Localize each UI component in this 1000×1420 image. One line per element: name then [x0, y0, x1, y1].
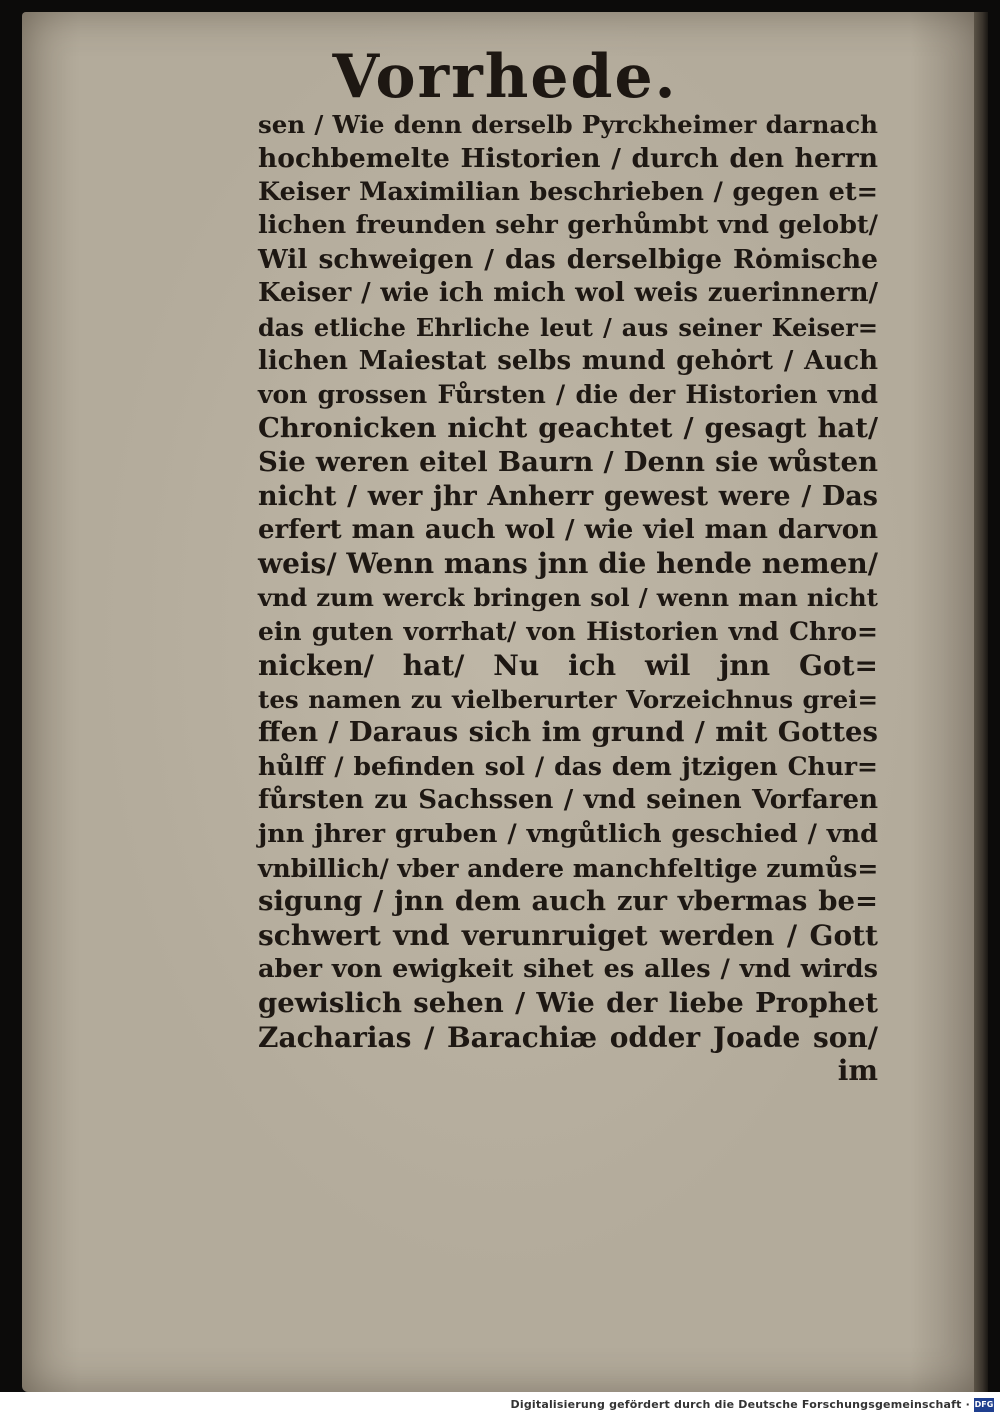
text-line: schwert vnd verunruiget werden / Gott	[258, 919, 878, 953]
text-line: hůlff / befinden sol / das dem jtzigen Chur=	[258, 752, 878, 782]
text-line: vnbillich/ vber andere manchfeltige zumůs=	[258, 853, 879, 883]
text-line: Sie weren eitel Baurn / Denn sie wůsten	[258, 445, 878, 478]
text-line: nicht / wer jhr Anherr gewest were / Das	[258, 480, 878, 512]
funding-note: Digitalisierung gefördert durch die Deutsche Forschungsgemeinschaft ·	[510, 1398, 970, 1411]
text-line: ffen / Daraus sich im grund / mit Gottes	[258, 716, 878, 749]
text-line: das etliche Ehrliche leut / aus seiner Keiser=	[258, 312, 878, 342]
text-line: Keiser / wie ich mich wol weis zuerinnern/	[258, 277, 878, 308]
text-line: lichen Maiestat selbs mund gehȯrt / Auch	[258, 345, 878, 376]
book-page	[22, 12, 988, 1392]
text-line: hochbemelte Historien / durch den herrn	[258, 142, 878, 174]
text-line: jnn jhrer gruben / vngůtlich geschied / vnd	[258, 818, 878, 849]
text-line: Chronicken nicht geachtet / gesagt hat/	[258, 412, 878, 445]
text-line: weis/ Wenn mans jnn die hende nemen/	[258, 547, 878, 581]
text-line: lichen freunden sehr gerhůmbt vnd gelobt/	[258, 210, 878, 241]
text-line: Keiser Maximilian beschrieben / gegen et=	[258, 176, 878, 207]
footer-bar	[0, 1392, 1000, 1420]
text-line: ein guten vorrhat/ von Historien vnd Chro=	[258, 616, 878, 646]
text-line: Wil schweigen / das derselbige Rȯmische	[258, 244, 878, 276]
text-line: sen / Wie denn derselb Pyrckheimer darnach	[258, 110, 878, 139]
dfg-logo-icon: DFG	[974, 1398, 994, 1412]
text-line: von grossen Fůrsten / die der Historien vnd	[258, 380, 878, 410]
text-line: sigung / jnn dem auch zur vbermas be=	[258, 885, 878, 918]
book-spine-shadow	[974, 12, 988, 1392]
text-line: fůrsten zu Sachssen / vnd seinen Vorfaren	[258, 784, 878, 815]
page-heading: Vorrhede.	[332, 42, 678, 112]
text-line: aber von ewigkeit sihet es alles / vnd wirds	[258, 953, 878, 984]
text-line: Zacharias / Barachiæ odder Joade son/	[258, 1020, 878, 1054]
text-line: vnd zum werck bringen sol / wenn man nicht	[258, 583, 878, 613]
text-line: nicken/ hat/ Nu ich wil jnn Got=	[258, 648, 878, 682]
catchword: im	[837, 1054, 878, 1088]
text-line: erfert man auch wol / wie viel man darvon	[258, 514, 878, 545]
text-line: gewislich sehen / Wie der liebe Prophet	[258, 986, 878, 1019]
text-line: tes namen zu vielberurter Vorzeichnus grei=	[258, 684, 878, 714]
body-text	[258, 108, 878, 1088]
